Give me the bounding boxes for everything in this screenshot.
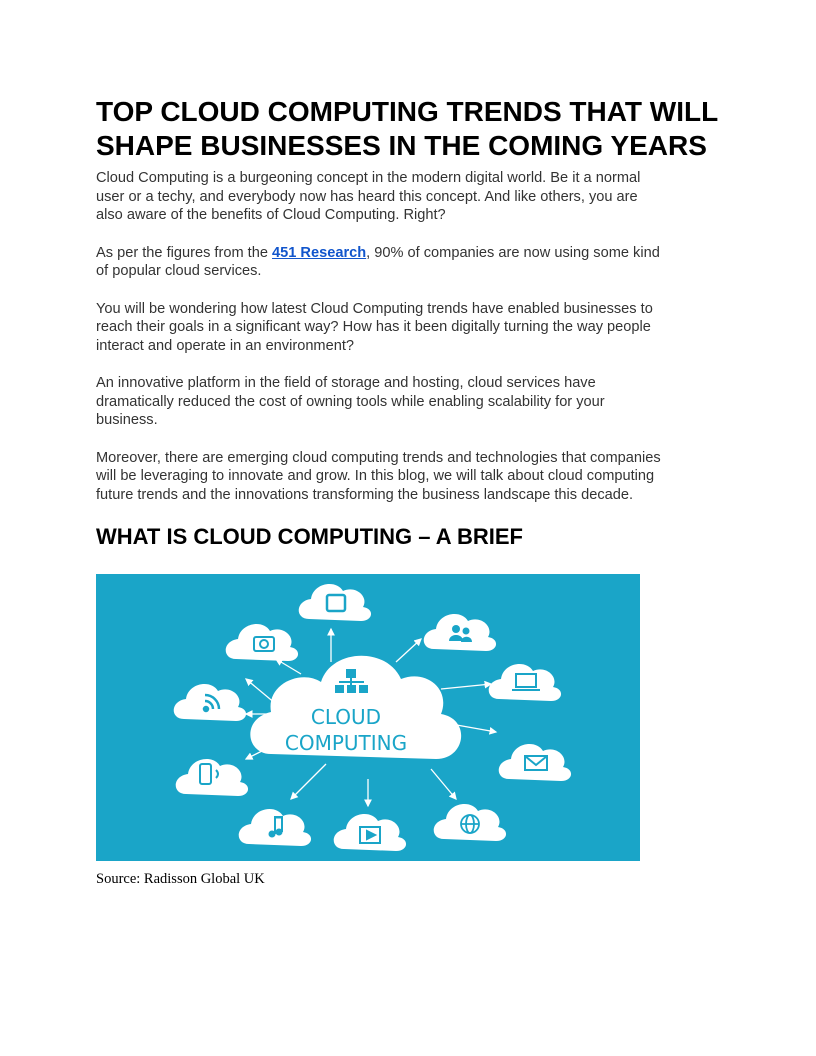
- research-text-before: As per the figures from the: [96, 244, 273, 261]
- cloud-label-line2: COMPUTING: [284, 731, 408, 755]
- article: [96, 95, 726, 888]
- trends-paragraph: You will be wondering how latest Cloud Computing trends have enabled businesses to reach their goals in a significant way? How has it been digitally turning the way people interact and operate in an environment?: [96, 300, 653, 354]
- section-heading: WHAT IS CLOUD COMPUTING – A BRIEF: [96, 524, 523, 549]
- research-link[interactable]: 451 Research: [272, 244, 367, 261]
- cloud-computing-illustration: [96, 574, 640, 861]
- intro-paragraph: Cloud Computing is a burgeoning concept in the modern digital world. Be it a normal user or a techy, and everybody now has heard this concept. And like others, you are also aware of the benefits of Cloud Computing. Right?: [96, 170, 641, 223]
- research-paragraph: [96, 244, 726, 281]
- platform-paragraph: An innovative platform in the field of storage and hosting, cloud services have dramatically reduced the cost of owning tools while enabling scalability for your business.: [96, 375, 605, 428]
- image-source-caption: Source: Radisson Global UK: [96, 871, 265, 887]
- research-text-after: , 90% of companies are now using some kind of popular cloud services.: [96, 244, 660, 279]
- emerging-paragraph: Moreover, there are emerging cloud computing trends and technologies that companies will be leveraging to innovate and grow. In this blog, we will talk about cloud computing future trends and the innovations transforming the business landscape this decade.: [96, 449, 661, 503]
- page-title: TOP CLOUD COMPUTING TRENDS THAT WILL SHAPE BUSINESSES IN THE COMING YEARS: [96, 96, 718, 161]
- cloud-label-line1: CLOUD: [310, 705, 382, 729]
